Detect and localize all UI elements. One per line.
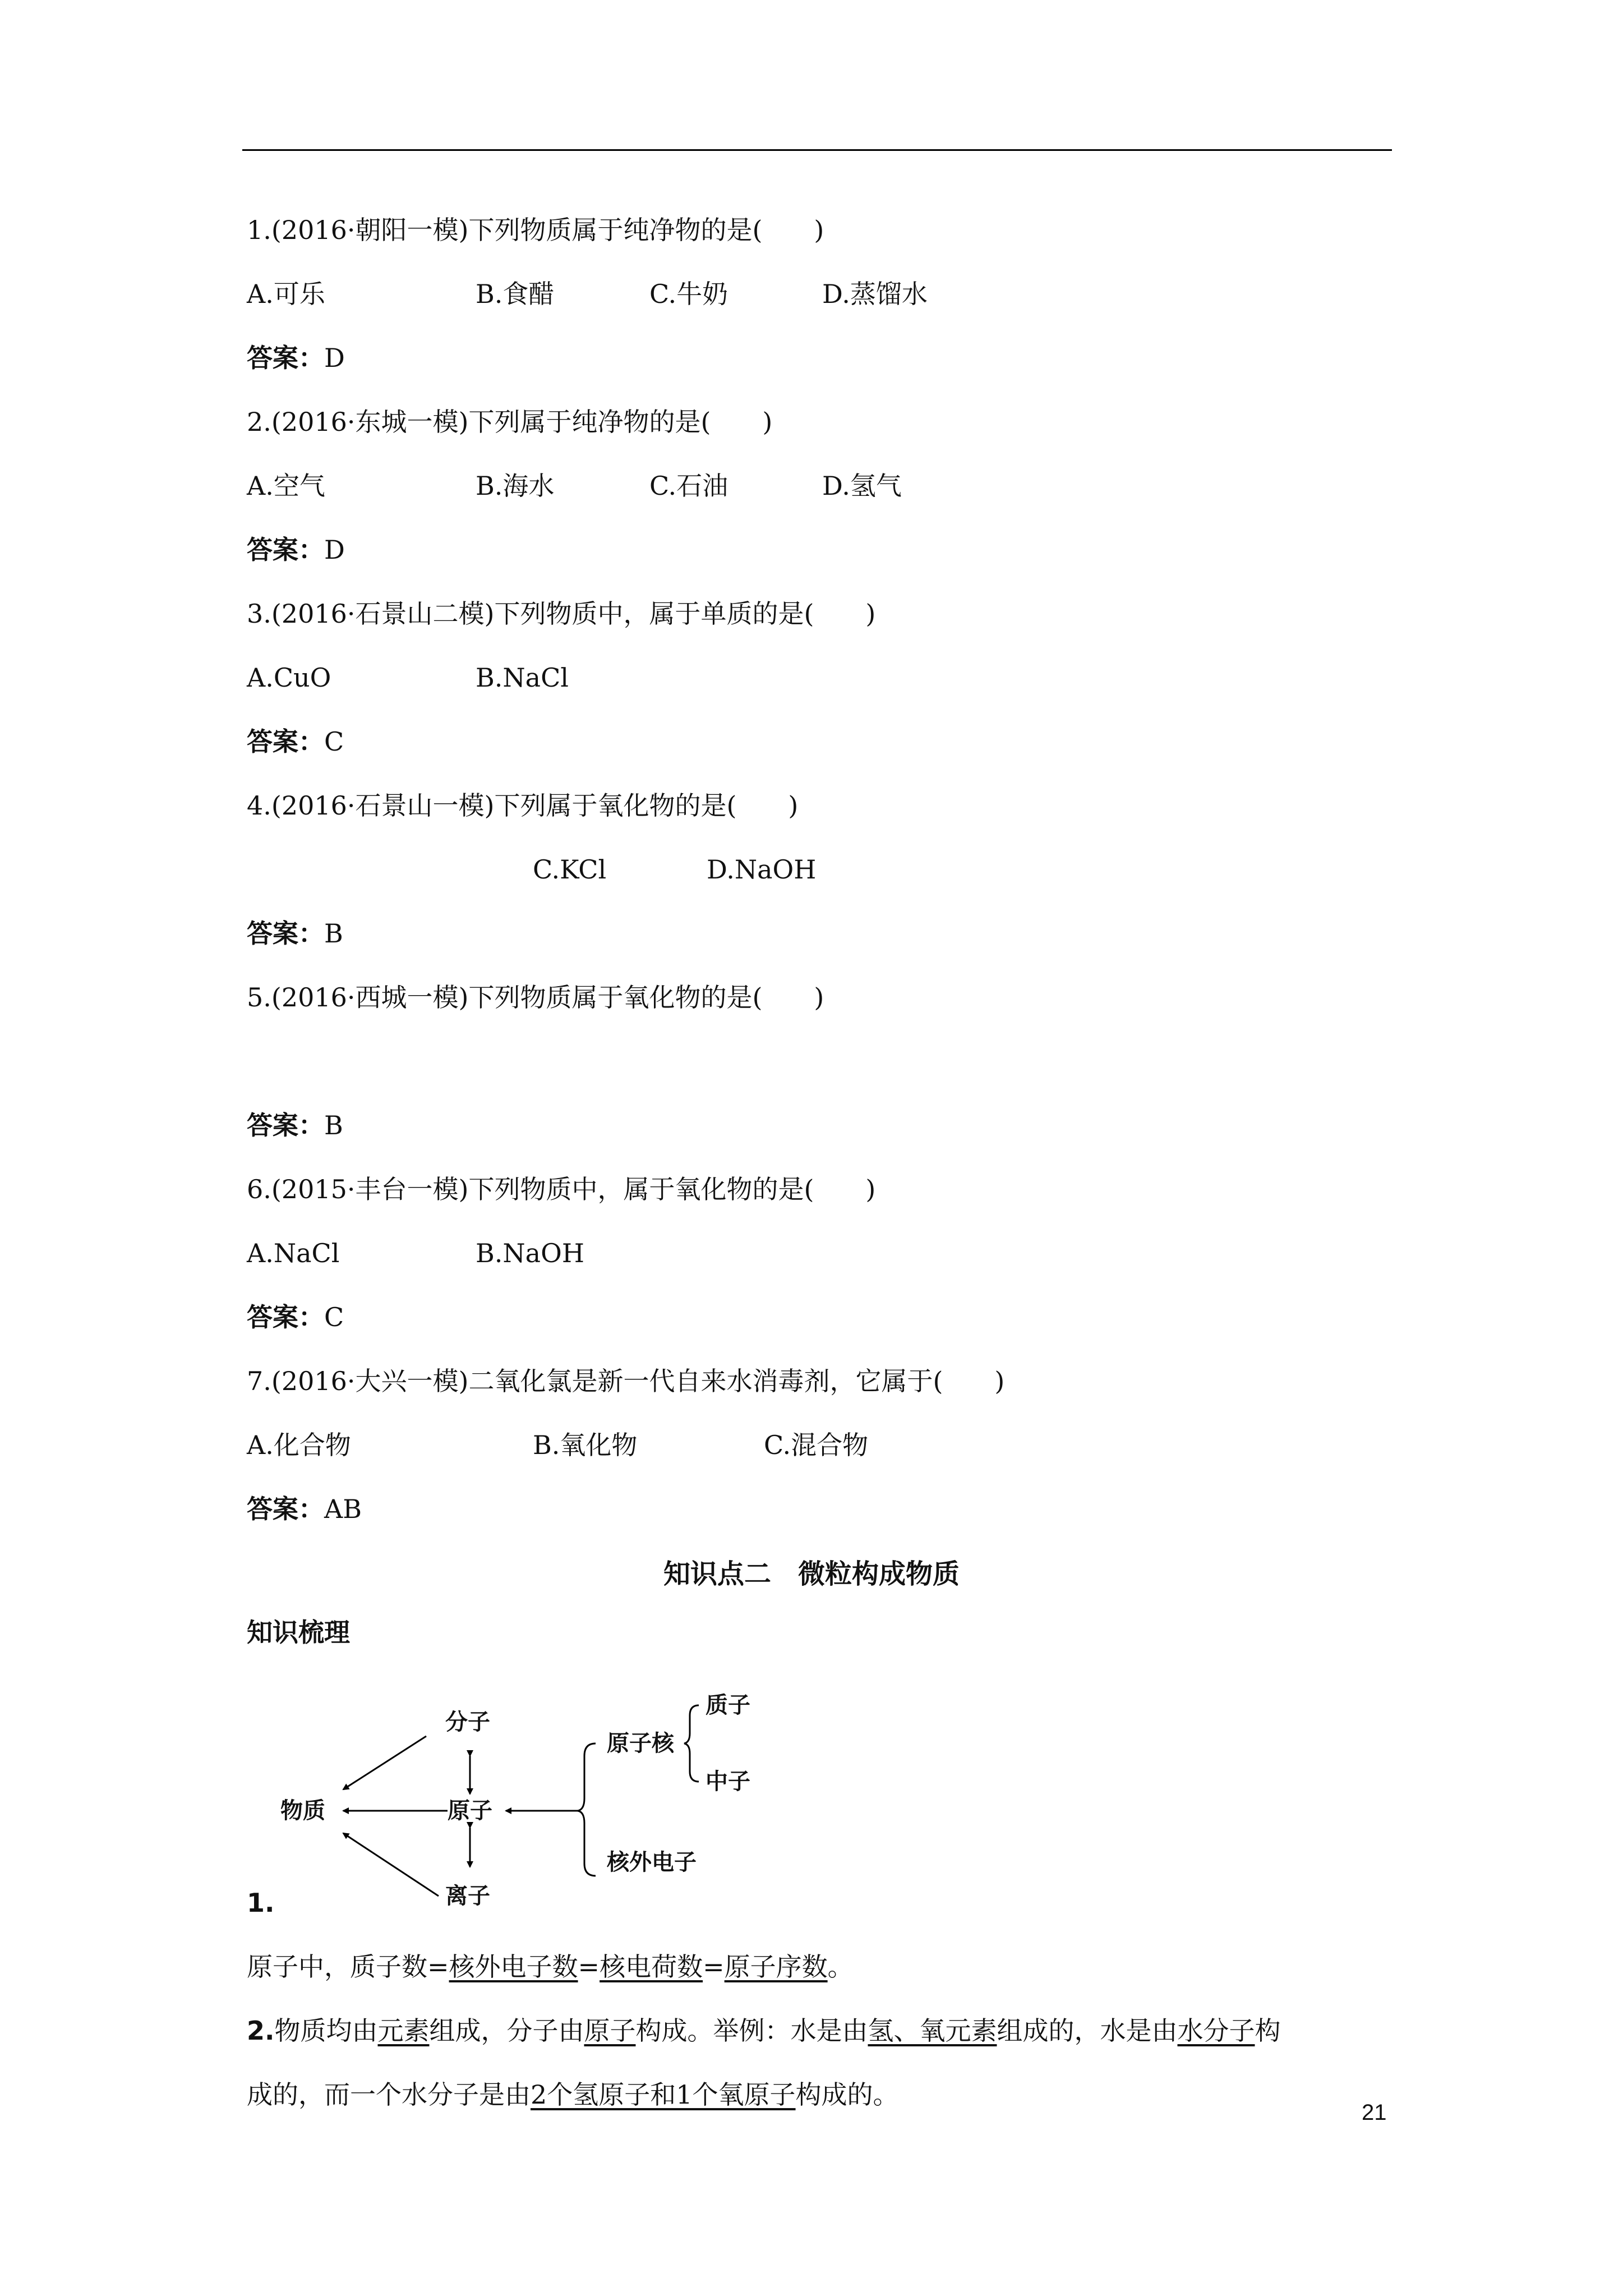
q3-option-b: B.NaCl [476,662,569,693]
question-1-stem: 1.(2016·朝阳一模)下列物质属于纯净物的是( ) [247,215,824,245]
q7-option-a: A.化合物 [247,1430,351,1460]
arrow-ion-to-substance [343,1833,439,1896]
q6-option-b: B.NaOH [476,1238,584,1268]
brace-atom-components [578,1743,596,1876]
q5-answer: 答案：B [247,1110,343,1140]
page-number: 21 [1362,2100,1387,2125]
point-2-text: 2.物质均由元素组成，分子由原子构成。举例：水是由氢、氧元素组成的，水是由水分子构 [247,2016,1281,2046]
q2-option-d: D.氢气 [822,471,902,501]
q3-answer: 答案：C [247,726,344,757]
question-3-stem: 3.(2016·石景山二模)下列物质中，属于单质的是( ) [247,599,876,629]
diagram-proton: 质子 [706,1692,750,1718]
q1-answer: 答案：D [247,343,345,373]
question-4-stem: 4.(2016·石景山一模)下列属于氧化物的是( ) [247,790,799,821]
q2-option-c: C.石油 [649,471,728,501]
q6-option-a: A.NaCl [247,1238,340,1268]
diagram-ion: 离子 [445,1883,490,1909]
question-5-stem: 5.(2016·西城一模)下列物质属于氧化物的是( ) [247,982,824,1013]
diagram-molecule: 分子 [445,1709,490,1735]
diagram-electron: 核外电子 [607,1849,697,1875]
diagram-atom: 原子 [448,1798,492,1824]
section-title: 知识点二 微粒构成物质 [663,1558,960,1590]
q1-option-c: C.牛奶 [649,279,728,309]
q4-option-c: C.KCl [533,854,607,885]
q7-answer: 答案：AB [247,1494,362,1524]
point-1-number: 1. [247,1888,275,1918]
q7-option-c: C.混合物 [764,1430,869,1460]
q4-answer: 答案：B [247,918,343,949]
question-6-stem: 6.(2015·丰台一模)下列物质中，属于氧化物的是( ) [247,1174,876,1204]
diagram-substance: 物质 [280,1798,325,1824]
q6-answer: 答案：C [247,1302,344,1332]
q2-option-b: B.海水 [476,471,555,501]
section-subtitle: 知识梳理 [247,1617,350,1648]
question-7-stem: 7.(2016·大兴一模)二氧化氯是新一代自来水消毒剂，它属于( ) [247,1366,1005,1396]
q1-option-d: D.蒸馏水 [822,279,928,309]
q1-option-b: B.食醋 [476,279,555,309]
question-2-stem: 2.(2016·东城一模)下列属于纯净物的是( ) [247,407,773,437]
q4-option-d: D.NaOH [707,854,817,885]
point-1-text: 原子中，质子数=核外电子数=核电荷数=原子序数。 [247,1952,854,1982]
diagram-neutron: 中子 [706,1769,750,1795]
q2-option-a: A.空气 [247,471,325,501]
brace-nucleus-components [684,1705,699,1782]
q1-option-a: A.可乐 [247,279,325,309]
arrow-molecule-to-substance [343,1736,426,1789]
diagram-nucleus: 原子核 [607,1731,674,1756]
q7-option-b: B.氧化物 [533,1430,638,1460]
q2-answer: 答案：D [247,535,345,565]
point-2-text-cont: 成的，而一个水分子是由2个氢原子和1个氧原子构成的。 [247,2079,899,2110]
q3-option-a: A.CuO [247,662,331,693]
